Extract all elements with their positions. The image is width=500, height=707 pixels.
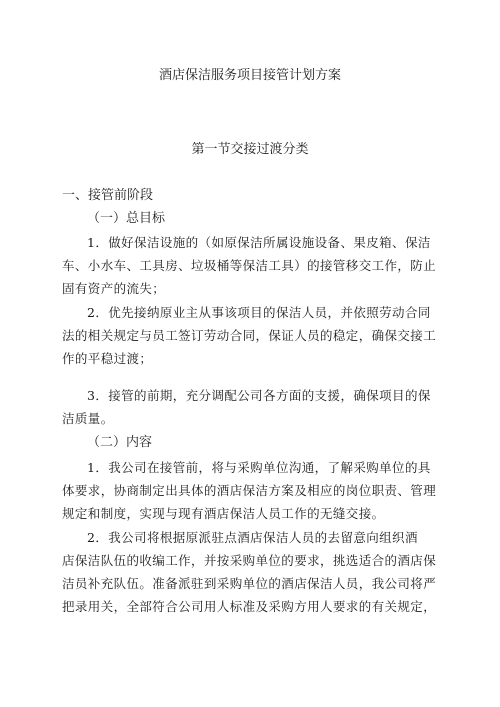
stage-heading: 一、接管前阶段 bbox=[62, 188, 154, 203]
content-subheading: （二）内容 bbox=[87, 435, 153, 450]
paragraph-line: 体要求，协商制定出具体的酒店保洁方案及相应的岗位职责、管理 bbox=[62, 483, 437, 498]
document-title: 酒店保洁服务项目接管计划方案 bbox=[158, 68, 341, 83]
paragraph-line: 把录用关，全部符合公司用人标准及采购方用人要求的有关规定， bbox=[62, 599, 437, 614]
paragraph-line: 洁质量。 bbox=[62, 411, 114, 426]
goal-paragraph-3 bbox=[62, 384, 438, 430]
paragraph-line: 1．做好保洁设施的（如原保洁所属设施设备、果皮箱、保洁 bbox=[87, 235, 431, 250]
paragraph-line: 2．我公司将根据原派驻点酒店保洁人员的去留意向组织酒 bbox=[87, 530, 418, 545]
goal-paragraph-2 bbox=[62, 301, 438, 370]
paragraph-line: 固有资产的流失； bbox=[62, 281, 166, 296]
goal-subheading: （一）总目标 bbox=[87, 211, 166, 226]
paragraph-line: 法的相关规定与员工签订劳动合同，保证人员的稳定，确保交接工 bbox=[62, 328, 437, 343]
content-paragraph-1 bbox=[62, 456, 438, 525]
paragraph-line: 洁员补充队伍。准备派驻到采购单位的酒店保洁人员，我公司将严 bbox=[62, 576, 437, 591]
paragraph-line: 1．我公司在接管前，将与采购单位沟通，了解采购单位的具 bbox=[87, 460, 431, 475]
section-title: 第一节交接过渡分类 bbox=[191, 142, 309, 157]
paragraph-line: 店保洁队伍的收编工作，并按采购单位的要求，挑选适合的酒店保 bbox=[62, 553, 437, 568]
paragraph-line: 2．优先接纳原业主从事该项目的保洁人员，并依照劳动合同 bbox=[87, 305, 431, 320]
paragraph-line: 车、小水车、工具房、垃圾桶等保洁工具）的接管移交工作，防止 bbox=[62, 258, 437, 273]
paragraph-line: 规定和制度，实现与现有酒店保洁人员工作的无缝交接。 bbox=[62, 506, 385, 521]
content-paragraph-2 bbox=[62, 526, 438, 618]
goal-paragraph-1 bbox=[62, 231, 438, 300]
paragraph-line: 作的平稳过渡； bbox=[62, 351, 153, 366]
paragraph-line: 3．接管的前期，充分调配公司各方面的支援，确保项目的保 bbox=[87, 388, 431, 403]
